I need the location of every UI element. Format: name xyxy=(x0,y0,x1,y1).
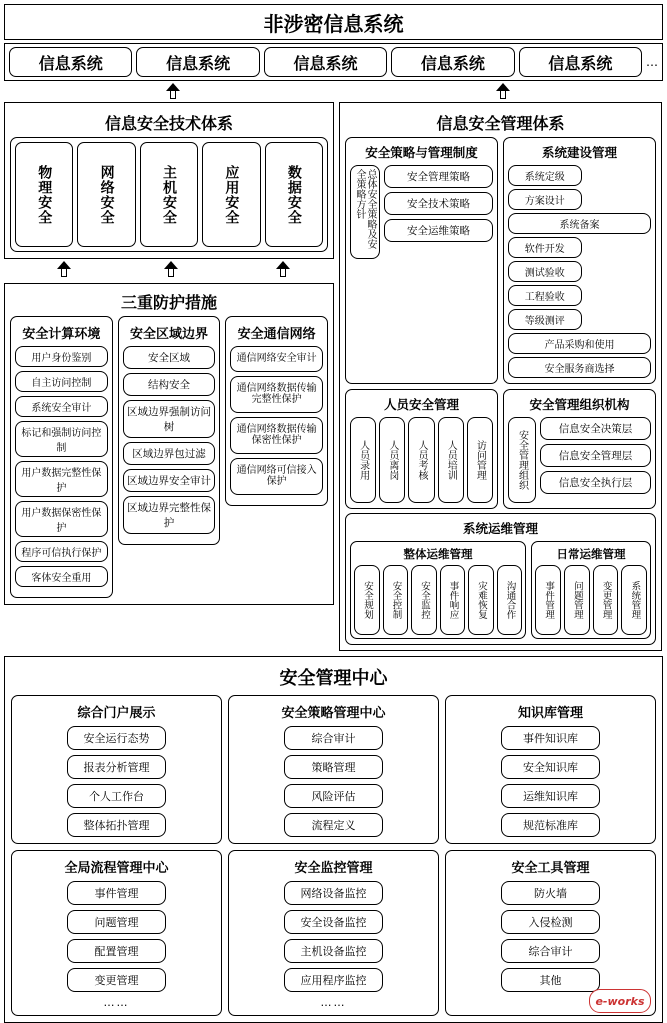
tech-upward-arrows xyxy=(4,259,334,279)
group-title: 全局流程管理中心 xyxy=(64,861,169,876)
policy-item[interactable]: 安全技术策略 xyxy=(384,192,493,215)
measure-item[interactable]: 通信网络数据传输保密性保护 xyxy=(230,417,323,454)
pillar-application-security[interactable]: 应用安全 xyxy=(202,142,260,247)
operation-item[interactable]: 事件管理 xyxy=(535,565,561,635)
group-title: 安全管理组织机构 xyxy=(529,397,630,412)
overall-operation-group xyxy=(350,541,526,639)
more-indicator: …… xyxy=(320,996,347,1009)
construction-item[interactable]: 等级测评 xyxy=(508,309,582,330)
measure-item[interactable]: 自主访问控制 xyxy=(15,371,108,392)
security-management-center-panel xyxy=(4,656,663,1023)
group-title: 系统建设管理 xyxy=(541,145,617,160)
pillar-network-security[interactable]: 网络安全 xyxy=(77,142,135,247)
knowledge-base-group xyxy=(445,695,656,844)
center-item[interactable]: 运维知识库 xyxy=(501,784,601,808)
organization-label: 安全管理组织 xyxy=(508,417,536,503)
secure-computing-environment-group xyxy=(10,316,113,598)
group-title: 安全策略管理中心 xyxy=(281,706,386,721)
center-item[interactable]: 整体拓扑管理 xyxy=(67,813,167,837)
measure-item[interactable]: 客体安全重用 xyxy=(15,566,108,587)
measure-item[interactable]: 区域边界包过滤 xyxy=(123,442,216,465)
center-item[interactable]: 入侵检测 xyxy=(501,910,601,934)
secure-communication-network-group xyxy=(225,316,328,506)
pillar-physical-security[interactable]: 物理安全 xyxy=(15,142,73,247)
more-indicator: …… xyxy=(103,996,130,1009)
arrow-up-icon xyxy=(166,83,180,99)
information-system-item[interactable]: 信息系统 xyxy=(391,47,514,77)
group-title: 安全监控管理 xyxy=(294,861,373,876)
center-item[interactable]: 安全知识库 xyxy=(501,755,601,779)
center-item[interactable]: 应用程序监控 xyxy=(284,968,384,992)
organization-item[interactable]: 信息安全执行层 xyxy=(540,471,651,494)
organization-item[interactable]: 信息安全管理层 xyxy=(540,444,651,467)
center-item[interactable]: 风险评估 xyxy=(284,784,384,808)
measure-item[interactable]: 安全区域 xyxy=(123,346,216,369)
measure-item[interactable]: 区域边界强制访问树 xyxy=(123,400,216,438)
center-item[interactable]: 配置管理 xyxy=(67,939,167,963)
operation-item[interactable]: 安全监控 xyxy=(411,565,437,635)
group-title: 系统运维管理 xyxy=(462,521,538,536)
measure-item[interactable]: 用户数据完整性保护 xyxy=(15,461,108,497)
measure-item[interactable]: 通信网络安全审计 xyxy=(230,346,323,372)
measure-item[interactable]: 用户数据保密性保护 xyxy=(15,501,108,537)
center-item[interactable]: 综合审计 xyxy=(501,939,601,963)
operation-item[interactable]: 事件响应 xyxy=(440,565,466,635)
daily-operation-group xyxy=(531,541,651,639)
arrow-up-icon xyxy=(496,83,510,99)
personnel-item[interactable]: 人员录用 xyxy=(350,417,376,503)
operation-item[interactable]: 问题管理 xyxy=(564,565,590,635)
eworks-logo: e-works xyxy=(589,989,651,1013)
personnel-item[interactable]: 访问管理 xyxy=(467,417,493,503)
measure-item[interactable]: 通信网络可信接入保护 xyxy=(230,458,323,495)
group-title: 人员安全管理 xyxy=(383,397,459,412)
operation-item[interactable]: 安全规划 xyxy=(354,565,380,635)
group-title: 安全策略与管理制度 xyxy=(365,145,478,160)
personnel-item[interactable]: 人员离岗 xyxy=(379,417,405,503)
personnel-security-group xyxy=(345,389,498,509)
security-management-panel xyxy=(339,102,662,651)
center-item[interactable]: 综合审计 xyxy=(284,726,384,750)
center-item[interactable]: 规范标准库 xyxy=(501,813,601,837)
group-title: 安全计算环境 xyxy=(22,327,101,342)
measure-item[interactable]: 程序可信执行保护 xyxy=(15,541,108,562)
operation-item[interactable]: 系统管理 xyxy=(621,565,647,635)
measure-item[interactable]: 区域边界完整性保护 xyxy=(123,496,216,534)
center-item[interactable]: 报表分析管理 xyxy=(67,755,167,779)
policy-item[interactable]: 安全管理策略 xyxy=(384,165,493,188)
information-systems-row xyxy=(4,43,663,81)
security-management-title: 信息安全管理体系 xyxy=(436,114,565,133)
center-item[interactable]: 安全设备监控 xyxy=(284,910,384,934)
arrow-up-icon xyxy=(164,261,178,277)
group-title: 日常运维管理 xyxy=(556,547,626,561)
construction-item[interactable]: 软件开发 xyxy=(508,237,582,258)
group-title: 整体运维管理 xyxy=(403,547,473,561)
measure-item[interactable]: 区域边界安全审计 xyxy=(123,469,216,492)
portal-display-group xyxy=(11,695,222,844)
center-item[interactable]: 变更管理 xyxy=(67,968,167,992)
security-tools-group xyxy=(445,850,656,1016)
personnel-item[interactable]: 人员考核 xyxy=(408,417,434,503)
center-item[interactable]: 网络设备监控 xyxy=(284,881,384,905)
measure-item[interactable]: 用户身份鉴别 xyxy=(15,346,108,367)
center-item[interactable]: 主机设备监控 xyxy=(284,939,384,963)
information-system-item[interactable]: 信息系统 xyxy=(264,47,387,77)
construction-item[interactable]: 产品采购和使用 xyxy=(508,333,651,354)
arrow-up-icon xyxy=(276,261,290,277)
organization-item[interactable]: 信息安全决策层 xyxy=(540,417,651,440)
information-system-item[interactable]: 信息系统 xyxy=(9,47,132,77)
tech-system-title: 信息安全技术体系 xyxy=(104,114,233,133)
overall-policy-label: 总体安全策略及安全策略方针 xyxy=(350,165,380,259)
secure-area-boundary-group xyxy=(118,316,221,545)
management-organization-group xyxy=(503,389,656,509)
security-policy-group xyxy=(345,137,498,384)
page-title: 非涉密信息系统 xyxy=(4,4,663,40)
pillar-data-security[interactable]: 数据安全 xyxy=(265,142,323,247)
construction-item[interactable]: 测试验收 xyxy=(508,261,582,282)
operation-item[interactable]: 变更管理 xyxy=(593,565,619,635)
center-item[interactable]: 策略管理 xyxy=(284,755,384,779)
group-title: 知识库管理 xyxy=(517,706,583,721)
center-item[interactable]: 问题管理 xyxy=(67,910,167,934)
upward-arrows xyxy=(4,81,663,101)
center-item[interactable]: 事件管理 xyxy=(67,881,167,905)
measure-item[interactable]: 结构安全 xyxy=(123,373,216,396)
information-system-item[interactable]: 信息系统 xyxy=(519,47,642,77)
group-title: 安全区域边界 xyxy=(130,327,209,342)
center-item[interactable]: 安全运行态势 xyxy=(67,726,167,750)
construction-item[interactable]: 工程验收 xyxy=(508,285,582,306)
construction-item[interactable]: 安全服务商选择 xyxy=(508,357,651,378)
policy-management-center-group xyxy=(228,695,439,844)
center-item[interactable]: 流程定义 xyxy=(284,813,384,837)
group-title: 综合门户展示 xyxy=(77,706,156,721)
ellipsis-label: … xyxy=(646,55,659,69)
center-item[interactable]: 其他 xyxy=(501,968,601,992)
personnel-item[interactable]: 人员培训 xyxy=(438,417,464,503)
pillar-host-security[interactable]: 主机安全 xyxy=(140,142,198,247)
center-item[interactable]: 防火墙 xyxy=(501,881,601,905)
measure-item[interactable]: 系统安全审计 xyxy=(15,396,108,417)
center-item[interactable]: 事件知识库 xyxy=(501,726,601,750)
information-system-item[interactable]: 信息系统 xyxy=(136,47,259,77)
center-item[interactable]: 个人工作台 xyxy=(67,784,167,808)
system-construction-group xyxy=(503,137,656,384)
center-title: 安全管理中心 xyxy=(279,668,388,689)
group-title: 安全通信网络 xyxy=(237,327,316,342)
construction-item[interactable]: 系统定级 xyxy=(508,165,582,186)
measure-item[interactable]: 标记和强制访问控制 xyxy=(15,421,108,457)
operation-item[interactable]: 安全控制 xyxy=(383,565,409,635)
triple-protection-panel xyxy=(4,283,334,605)
operation-item[interactable]: 沟通合作 xyxy=(497,565,523,635)
policy-item[interactable]: 安全运维策略 xyxy=(384,219,493,242)
construction-item[interactable]: 方案设计 xyxy=(508,189,582,210)
group-title: 安全工具管理 xyxy=(511,861,590,876)
global-process-center-group xyxy=(11,850,222,1016)
measure-item[interactable]: 通信网络数据传输完整性保护 xyxy=(230,376,323,413)
system-operation-group xyxy=(345,513,656,645)
triple-protection-title: 三重防护措施 xyxy=(120,293,217,312)
construction-item[interactable]: 系统备案 xyxy=(508,213,651,234)
operation-item[interactable]: 灾难恢复 xyxy=(468,565,494,635)
tech-system-panel xyxy=(4,102,334,259)
security-monitoring-group xyxy=(228,850,439,1016)
arrow-up-icon xyxy=(57,261,71,277)
